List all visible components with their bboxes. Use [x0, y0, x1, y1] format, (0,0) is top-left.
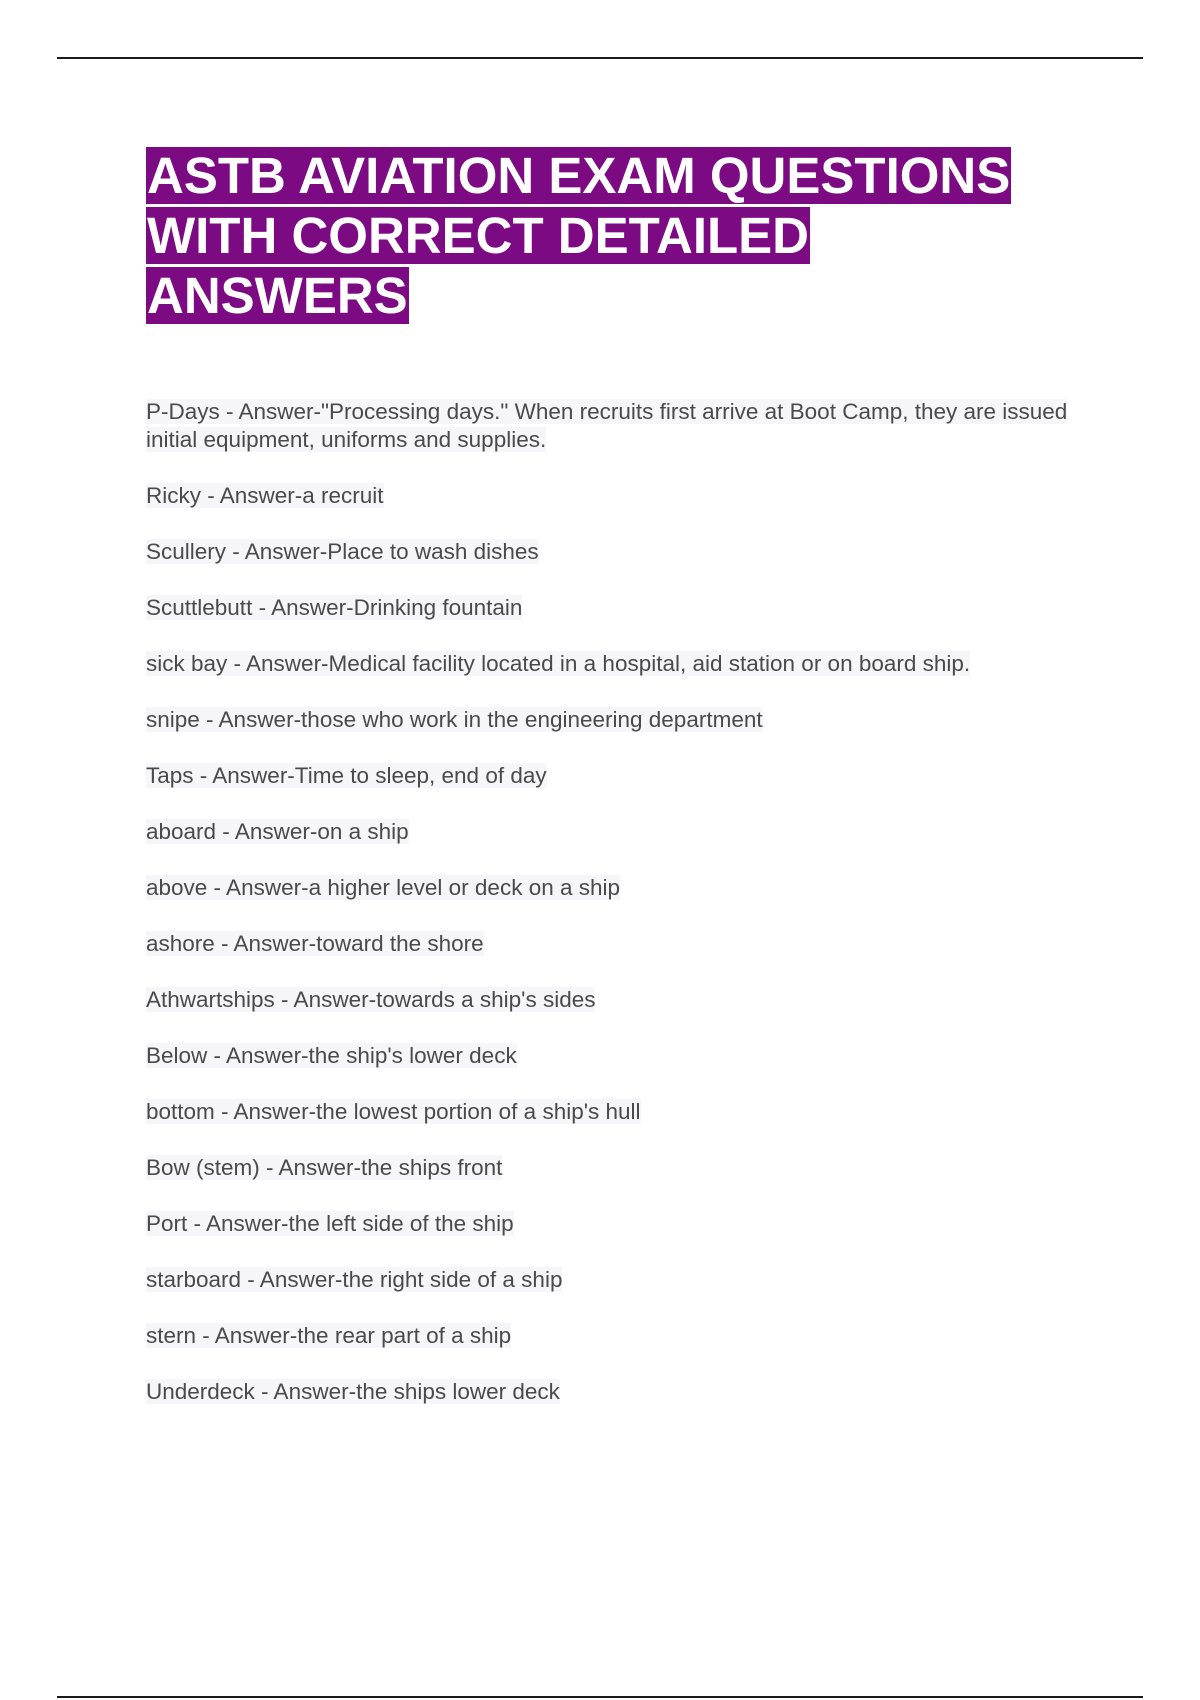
- entry-text: Below - Answer-the ship's lower deck: [146, 1043, 517, 1068]
- top-rule: [57, 57, 1143, 59]
- list-item: [146, 762, 1086, 790]
- list-item: [146, 538, 1086, 566]
- list-item: [146, 594, 1086, 622]
- entry-text: snipe - Answer-those who work in the engineering department: [146, 707, 763, 732]
- list-item: [146, 650, 1086, 678]
- list-item: [146, 874, 1086, 902]
- list-item: [146, 1042, 1086, 1070]
- entry-text: sick bay - Answer-Medical facility located in a hospital, aid station or on board ship.: [146, 651, 971, 676]
- entry-text: Scuttlebutt - Answer-Drinking fountain: [146, 595, 523, 620]
- list-item: [146, 986, 1086, 1014]
- entry-text: ashore - Answer-toward the shore: [146, 931, 484, 956]
- list-item: [146, 1098, 1086, 1126]
- document-title: [146, 146, 1066, 326]
- entry-text: Taps - Answer-Time to sleep, end of day: [146, 763, 547, 788]
- entry-text: Port - Answer-the left side of the ship: [146, 1211, 514, 1236]
- entry-text: Scullery - Answer-Place to wash dishes: [146, 539, 539, 564]
- entry-text: bottom - Answer-the lowest portion of a ship's hull: [146, 1099, 641, 1124]
- entry-text: Underdeck - Answer-the ships lower deck: [146, 1379, 560, 1404]
- entry-text: Bow (stem) - Answer-the ships front: [146, 1155, 503, 1180]
- list-item: [146, 930, 1086, 958]
- list-item: [146, 706, 1086, 734]
- entry-text: P-Days - Answer-"Processing days." When recruits first arrive at Boot Camp, they are issued initial equipment, uniforms and supplies.: [146, 399, 1068, 452]
- entry-text: stern - Answer-the rear part of a ship: [146, 1323, 512, 1348]
- list-item: [146, 398, 1086, 454]
- list-item: [146, 1154, 1086, 1182]
- entry-text: Athwartships - Answer-towards a ship's sides: [146, 987, 596, 1012]
- title-block: [146, 146, 1066, 326]
- entry-text: Ricky - Answer-a recruit: [146, 483, 384, 508]
- document-title-text: ASTB AVIATION EXAM QUESTIONS WITH CORRECT DETAILED ANSWERS: [147, 147, 1011, 324]
- entry-text: aboard - Answer-on a ship: [146, 819, 409, 844]
- entry-list: [146, 398, 1086, 1434]
- bottom-rule: [57, 1696, 1143, 1698]
- entry-text: starboard - Answer-the right side of a ship: [146, 1267, 563, 1292]
- list-item: [146, 1210, 1086, 1238]
- list-item: [146, 1266, 1086, 1294]
- list-item: [146, 1322, 1086, 1350]
- entry-text: above - Answer-a higher level or deck on a ship: [146, 875, 621, 900]
- list-item: [146, 818, 1086, 846]
- list-item: [146, 482, 1086, 510]
- list-item: [146, 1378, 1086, 1406]
